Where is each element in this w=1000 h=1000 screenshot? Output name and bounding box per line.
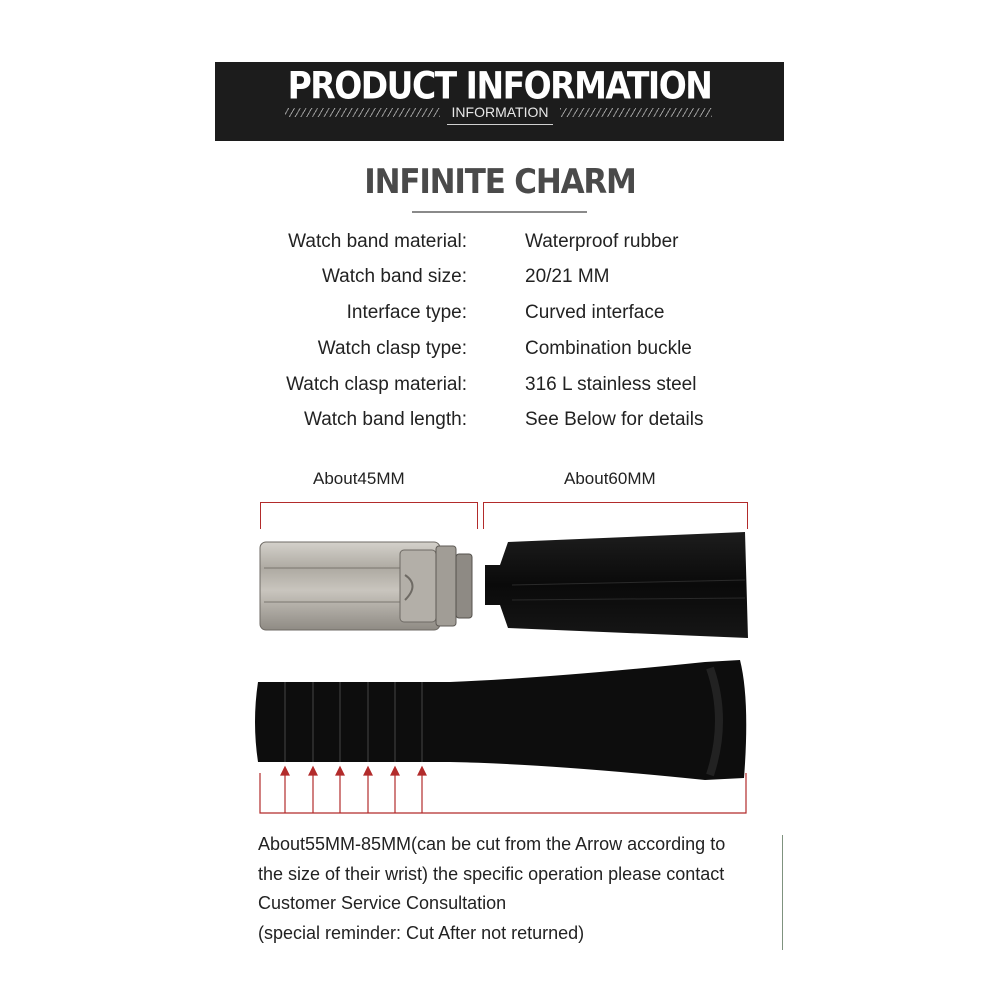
note-line: Customer Service Consultation — [258, 893, 507, 913]
spec-row — [0, 374, 1000, 408]
spec-value: 316 L stainless steel — [525, 374, 697, 395]
cut-arrow-icon — [364, 767, 372, 813]
cut-arrow-icon — [391, 767, 399, 813]
spec-value: Combination buckle — [525, 338, 692, 359]
spec-row — [0, 338, 1000, 372]
spec-label: Watch band size: — [321, 266, 467, 287]
note-line: (special reminder: Cut After not returned) — [258, 922, 585, 943]
long-band-icon — [255, 660, 746, 780]
note-line: About55MM-85MM(can be cut from the Arrow according to — [258, 834, 726, 854]
spec-value: See Below for details — [525, 409, 704, 430]
spec-row — [0, 302, 1000, 336]
spec-value: Waterproof rubber — [525, 231, 679, 252]
cut-arrow-icon — [418, 767, 426, 813]
section-title-rule — [412, 211, 587, 213]
spec-label: Watch band material: — [288, 231, 467, 252]
spec-label: Watch clasp type: — [317, 338, 467, 359]
note-line: the size of their wrist) the specific operation please contact — [258, 863, 725, 884]
length-note — [258, 830, 778, 948]
spec-label: Interface type: — [346, 302, 467, 323]
spec-row — [0, 409, 1000, 443]
spec-row — [0, 231, 1000, 265]
short-band-length-bracket — [483, 502, 748, 529]
cut-arrows — [250, 765, 760, 815]
clasp-length-bracket — [260, 502, 478, 529]
spec-row — [0, 266, 1000, 300]
long-band-length-bracket — [260, 773, 746, 813]
banner-title: PRODUCT INFORMATION — [287, 63, 712, 108]
section-title: INFINITE CHARM — [364, 162, 636, 202]
banner-subtitle-underline — [447, 124, 553, 125]
spec-value: Curved interface — [525, 302, 665, 323]
cut-arrow-icon — [309, 767, 317, 813]
banner-subtitle: INFORMATION — [451, 104, 549, 120]
decorative-divider — [782, 835, 783, 950]
spec-label: Watch clasp material: — [286, 374, 467, 395]
spec-label: Watch band length: — [303, 409, 467, 430]
clasp-length-label: About45MM — [313, 469, 405, 488]
cut-arrow-icon — [281, 767, 289, 813]
cut-arrow-icon — [336, 767, 344, 813]
product-illustration-top — [250, 530, 760, 640]
spec-value: 20/21 MM — [525, 266, 610, 287]
short-band-icon — [485, 532, 748, 638]
short-band-length-label: About60MM — [564, 469, 656, 488]
steel-clasp-icon — [260, 542, 472, 630]
